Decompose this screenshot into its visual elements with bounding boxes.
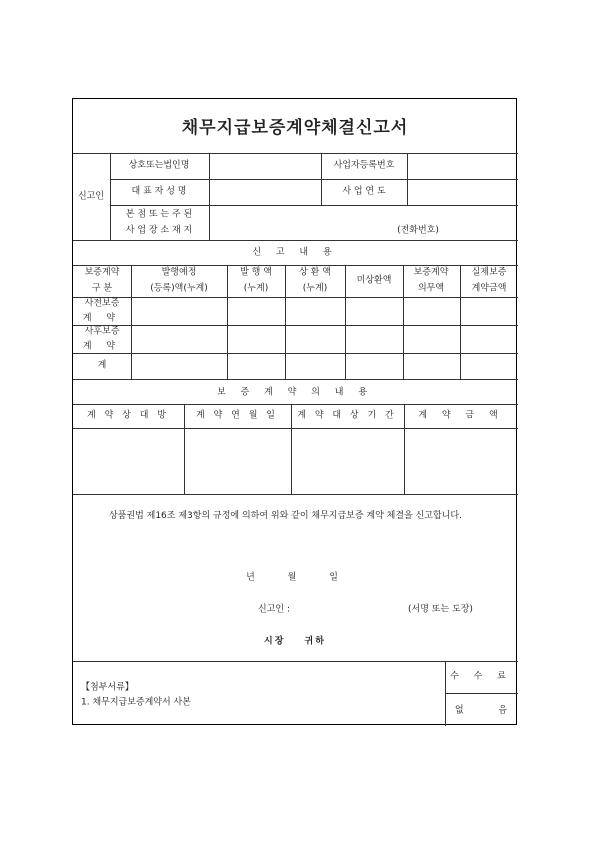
divider	[73, 297, 518, 298]
divider	[73, 428, 518, 429]
business-number-label: 사업자등록번호	[333, 160, 395, 171]
divider	[110, 205, 518, 206]
representative-label: 대 표 자 성 명	[131, 186, 187, 197]
divider	[73, 494, 518, 495]
divider	[291, 404, 292, 494]
fee-label: 수 수 료	[450, 671, 512, 682]
divider	[460, 265, 461, 379]
applicant-section-label: 신고인	[77, 191, 105, 202]
column-header: 미상환액	[356, 275, 392, 286]
column-header: 발 행 액	[240, 267, 272, 278]
column-header: (등록)액(누계)	[150, 283, 208, 294]
divider	[73, 153, 518, 154]
address-label-line1: 본 점 또 는 주 된	[125, 209, 193, 220]
declaration-text: 상품권법 제16조 제3항의 규정에 의하여 위와 같이 채무지급보증 계약 체결을 신고합니다.	[109, 511, 462, 521]
fee-value: 없 음	[454, 705, 508, 716]
company-name-label: 상호또는법인명	[128, 160, 190, 171]
divider	[110, 179, 518, 180]
divider	[404, 404, 405, 494]
form-title: 채무지급보증계약체결신고서	[181, 118, 409, 138]
divider	[285, 265, 286, 379]
phone-label: (전화번호)	[397, 225, 439, 236]
divider	[73, 353, 518, 354]
divider	[73, 379, 518, 380]
divider	[345, 265, 346, 379]
divider	[403, 265, 404, 379]
row-label: 사전보증	[84, 298, 120, 309]
row-label: 계 약	[82, 313, 122, 324]
contract-column-header: 계 약 연 월 일	[196, 410, 278, 421]
divider	[131, 265, 132, 379]
contract-section-header: 보 증 계 약 의 내 용	[216, 387, 374, 398]
business-year-label: 사 업 연 도	[342, 186, 386, 197]
signer-label: 신고인 :	[258, 604, 290, 615]
attachments-title: 【첨부서류】	[81, 682, 134, 693]
report-section-header: 신 고 내 용	[252, 247, 338, 258]
column-header: 보증계약	[413, 267, 449, 278]
signature-note: (서명 또는 도장)	[408, 604, 473, 615]
column-header: 상 환 액	[299, 267, 331, 278]
divider	[110, 153, 111, 240]
divider	[73, 325, 518, 326]
contract-column-header: 계 약 금 액	[418, 410, 504, 421]
row-label: 계 약	[82, 341, 122, 352]
attachment-item: 1. 채무지급보증계약서 사본	[81, 697, 191, 708]
divider	[73, 240, 518, 241]
divider	[73, 404, 518, 405]
divider	[227, 265, 228, 379]
row-label: 계	[97, 360, 107, 371]
column-header: 계약금액	[471, 283, 507, 294]
column-header: 구 분	[91, 283, 113, 294]
column-header: 보증계약	[84, 267, 120, 278]
divider	[445, 693, 518, 694]
column-header: (누계)	[243, 283, 269, 294]
divider	[73, 265, 518, 266]
column-header: 의무액	[417, 283, 445, 294]
addressee: 시장 귀하	[264, 636, 326, 647]
date-line: 년 월 일	[246, 572, 344, 583]
report-form	[72, 98, 517, 725]
divider	[209, 153, 210, 240]
contract-column-header: 계 약 대 상 기 간	[297, 410, 397, 421]
column-header: 실제보증	[471, 267, 507, 278]
divider	[73, 661, 518, 662]
divider	[184, 404, 185, 494]
row-label: 사후보증	[84, 326, 120, 337]
address-label-line2: 사 업 장 소 재 지	[125, 225, 193, 236]
column-header: 발행예정	[161, 267, 197, 278]
contract-column-header: 계 약 상 대 방	[87, 410, 169, 421]
column-header: (누계)	[302, 283, 328, 294]
